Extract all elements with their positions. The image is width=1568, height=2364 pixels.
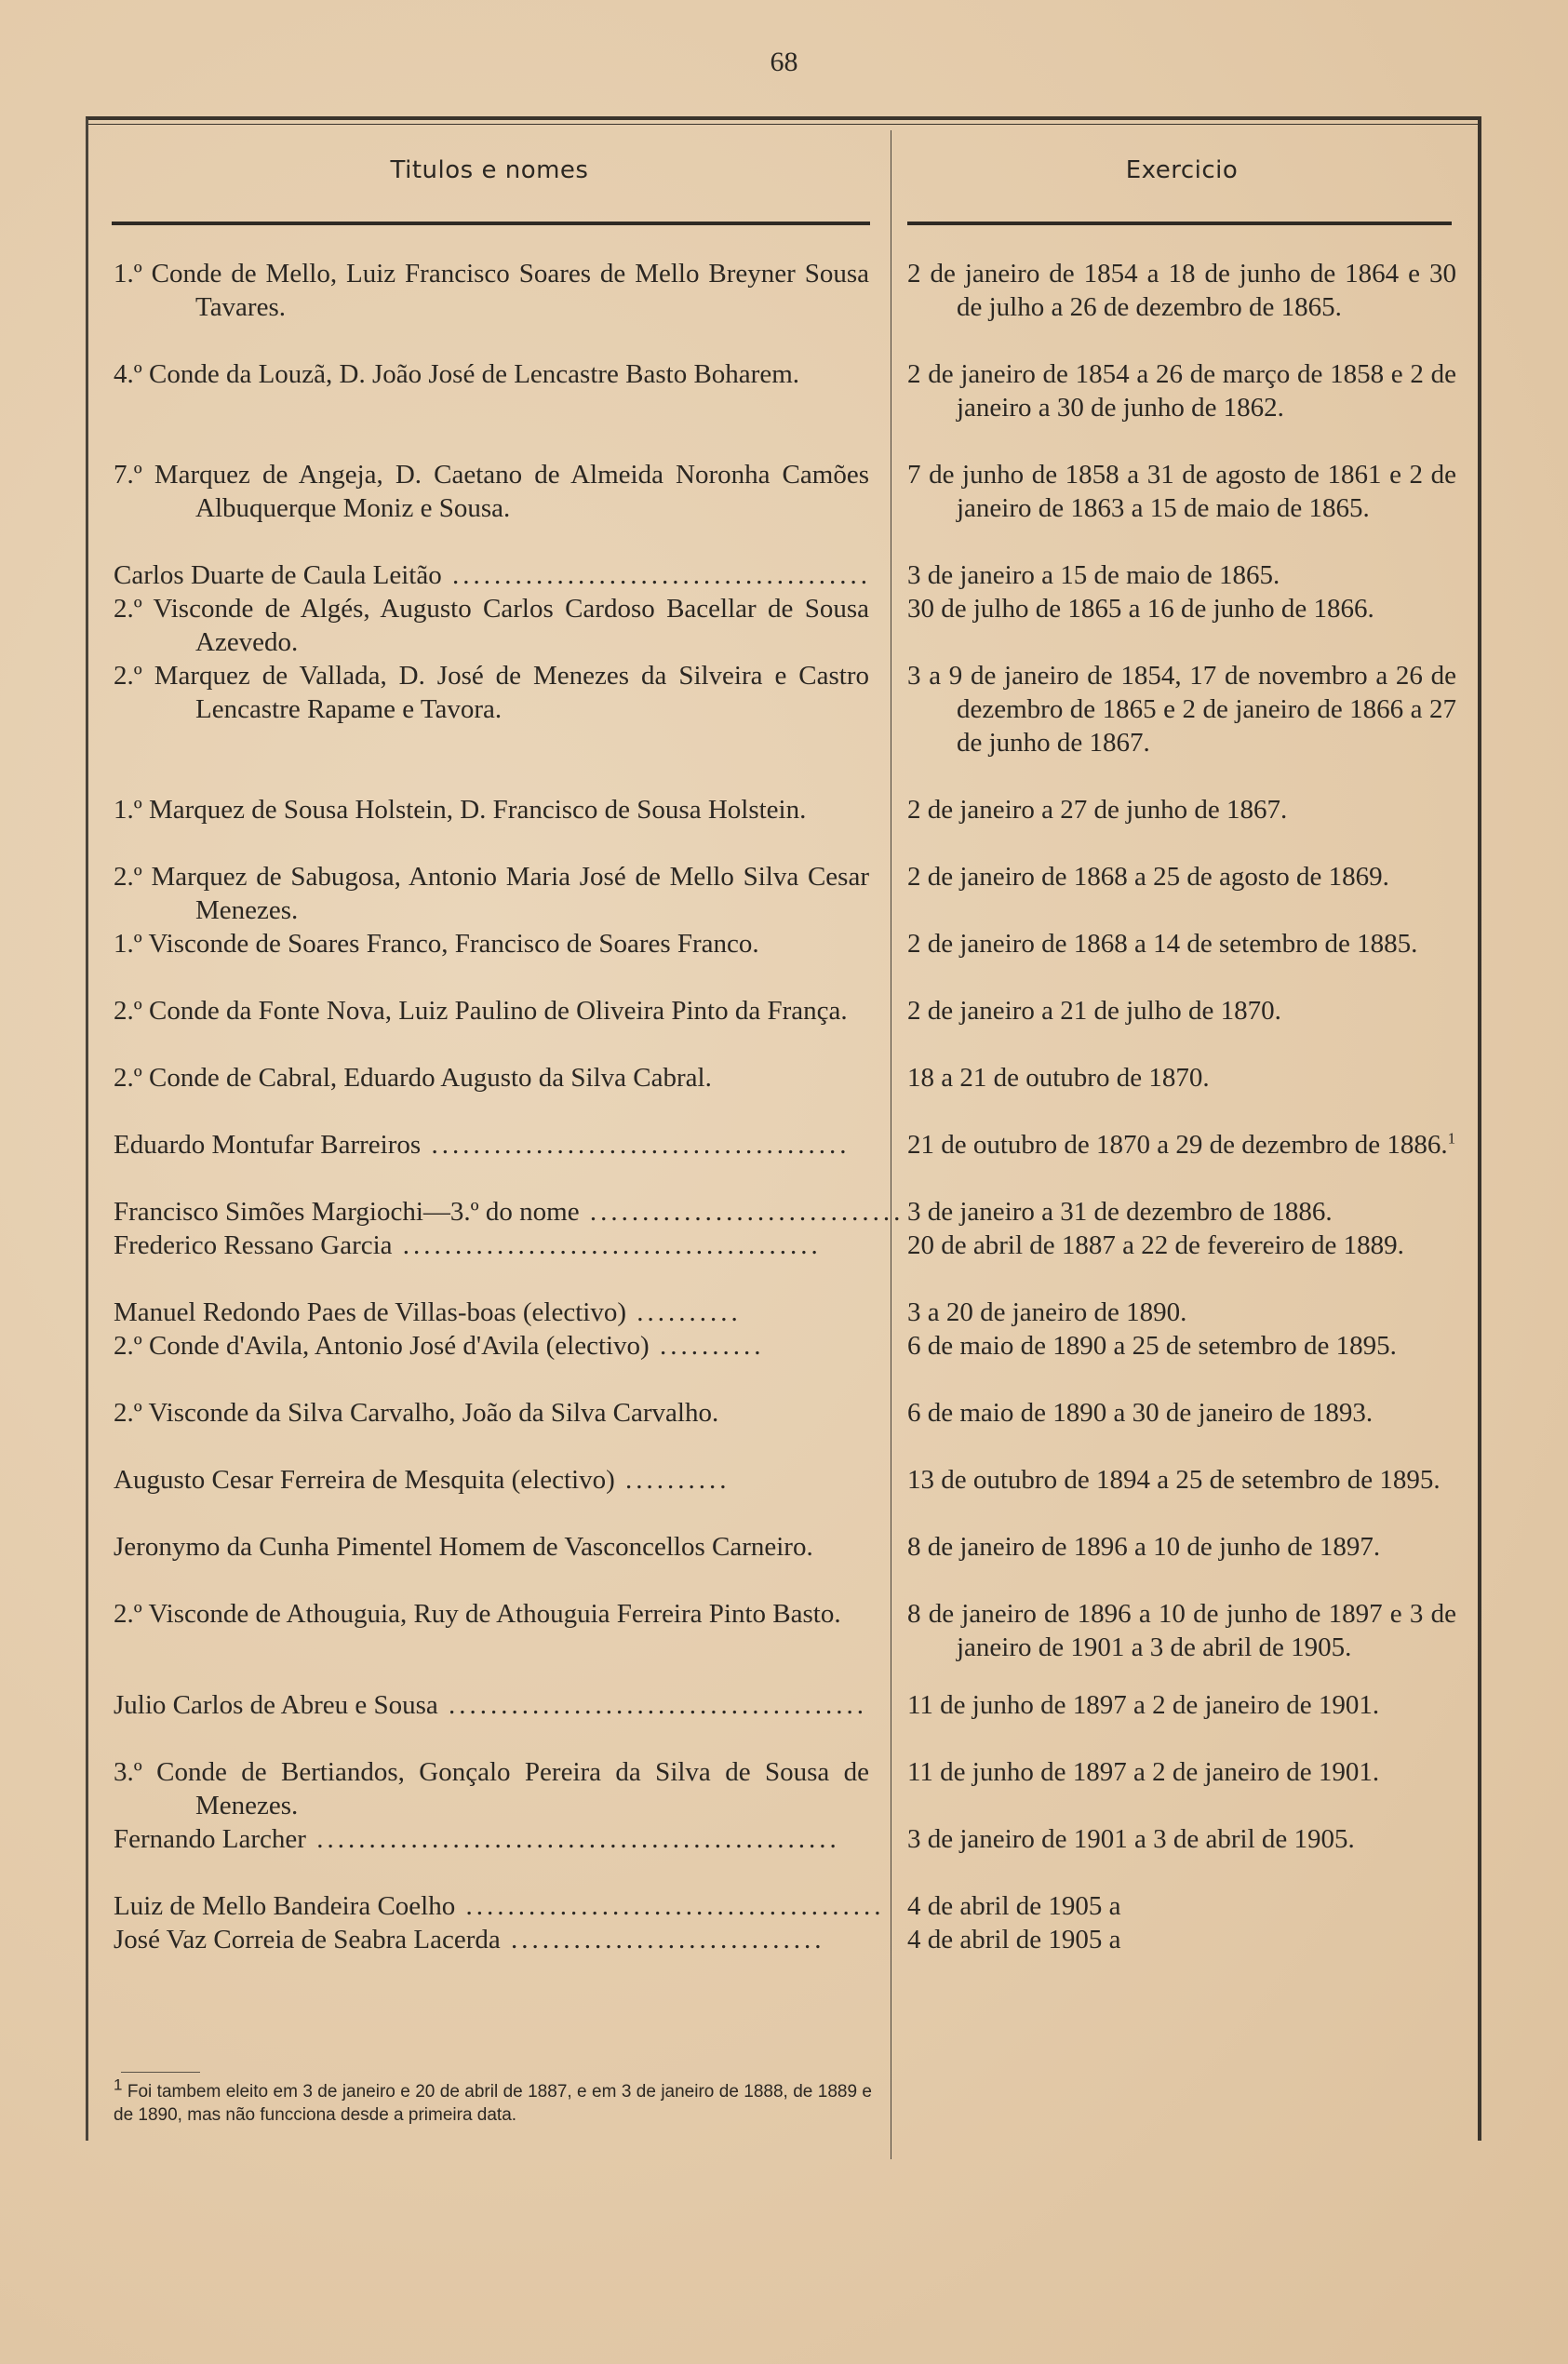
row-name-text: Fernando Larcher xyxy=(114,1824,306,1854)
row-name: 2.º Visconde de Athouguia, Ruy de Athouguia Ferreira Pinto Basto. xyxy=(114,1599,841,1629)
row-period: 18 a 21 de outubro de 1870. xyxy=(907,1063,1210,1093)
row-period: 11 de junho de 1897 a 2 de janeiro de 1901. xyxy=(907,1690,1380,1720)
footnote-marker: 1 xyxy=(1447,1129,1456,1148)
row-name xyxy=(114,1296,869,1329)
row-name-text: Frederico Ressano Garcia xyxy=(114,1230,393,1260)
dot-leader: ........................................ xyxy=(437,1690,868,1720)
row-name xyxy=(114,1923,869,1956)
row-name: 3.º Conde de Bertiandos, Gonçalo Pereira da Silva de Sousa de Menezes. xyxy=(114,1757,869,1820)
row-period: 2 de janeiro de 1868 a 25 de agosto de 1869. xyxy=(907,862,1389,892)
row-period: 2 de janeiro a 21 de julho de 1870. xyxy=(907,996,1281,1026)
row-name: 4.º Conde da Louzã, D. João José de Lencastre Basto Boharem. xyxy=(114,359,800,389)
row-period: 2 de janeiro de 1854 a 18 de junho de 1864 e 30 de julho a 26 de dezembro de 1865. xyxy=(907,259,1456,322)
row-name: 2.º Conde de Cabral, Eduardo Augusto da Silva Cabral. xyxy=(114,1063,712,1093)
row-name xyxy=(114,1128,869,1162)
row-name: 1.º Conde de Mello, Luiz Francisco Soares de Mello Breyner Sousa Tavares. xyxy=(114,259,869,322)
row-name-text: Carlos Duarte de Caula Leitão xyxy=(114,560,442,590)
row-period xyxy=(907,1128,1456,1162)
dot-leader: .......... xyxy=(626,1297,742,1327)
row-period: 8 de janeiro de 1896 a 10 de junho de 1897 e 3 de janeiro de 1901 a 3 de abril de 1905. xyxy=(907,1599,1456,1662)
row-period: 3 a 20 de janeiro de 1890. xyxy=(907,1297,1187,1327)
dot-leader: .......... xyxy=(649,1331,765,1361)
row-period: 6 de maio de 1890 a 30 de janeiro de 1893. xyxy=(907,1398,1374,1428)
header-exercise: Exercicio xyxy=(1125,156,1239,184)
row-name-text: 2.º Conde d'Avila, Antonio José d'Avila (electivo) xyxy=(114,1331,650,1361)
row-name-text: Eduardo Montufar Barreiros xyxy=(114,1130,422,1160)
footnote xyxy=(114,2075,873,2127)
row-period: 8 de janeiro de 1896 a 10 de junho de 1897. xyxy=(907,1532,1381,1562)
row-period: 7 de junho de 1858 a 31 de agosto de 1861 e 2 de janeiro de 1863 a 15 de maio de 1865. xyxy=(907,460,1456,523)
row-name-text: Julio Carlos de Abreu e Sousa xyxy=(114,1690,438,1720)
row-name: 7.º Marquez de Angeja, D. Caetano de Almeida Noronha Camões Albuquerque Moniz e Sousa. xyxy=(114,460,869,523)
row-name: 2.º Visconde da Silva Carvalho, João da Silva Carvalho. xyxy=(114,1398,719,1428)
footnote-text: Foi tambem eleito em 3 de janeiro e 20 de abril de 1887, e em 3 de janeiro de 1888, de 1889 e de 1890, mas não funcciona desde a primeira data. xyxy=(114,2082,873,2125)
row-name xyxy=(114,1229,869,1262)
row-period: 11 de junho de 1897 a 2 de janeiro de 1901. xyxy=(907,1757,1380,1787)
row-name-text: José Vaz Correia de Seabra Lacerda xyxy=(114,1925,501,1954)
row-name: 2.º Marquez de Vallada, D. José de Menezes da Silveira e Castro Lencastre Rapame e Tavora. xyxy=(114,661,869,724)
row-name: Jeronymo da Cunha Pimentel Homem de Vasconcellos Carneiro. xyxy=(114,1532,813,1562)
row-name: 1.º Marquez de Sousa Holstein, D. Francisco de Sousa Holstein. xyxy=(114,795,807,825)
row-period: 6 de maio de 1890 a 25 de setembro de 1895. xyxy=(907,1331,1397,1361)
dot-leader: .............................. xyxy=(579,1197,905,1227)
row-period: 2 de janeiro de 1854 a 26 de março de 1858 e 2 de janeiro a 30 de junho de 1862. xyxy=(907,359,1456,423)
row-name: 2.º Marquez de Sabugosa, Antonio Maria José de Mello Silva Cesar Menezes. xyxy=(114,862,869,925)
dot-leader: ........................................ xyxy=(421,1130,851,1160)
dot-leader: .................................................. xyxy=(305,1824,840,1854)
row-name xyxy=(114,558,869,592)
row-name xyxy=(114,1463,869,1497)
row-name-text: Manuel Redondo Paes de Villas-boas (electivo) xyxy=(114,1297,626,1327)
row-name-text: Augusto Cesar Ferreira de Mesquita (electivo) xyxy=(114,1465,615,1495)
dot-leader: .............................. xyxy=(500,1925,825,1954)
row-name xyxy=(114,1329,869,1363)
row-period: 4 de abril de 1905 a xyxy=(907,1925,1121,1954)
dot-leader: ........................................ xyxy=(455,1891,885,1921)
row-name: 1.º Visconde de Soares Franco, Francisco de Soares Franco. xyxy=(114,929,759,959)
page-number: 68 xyxy=(770,47,798,77)
dot-leader: ........................................ xyxy=(392,1230,822,1260)
row-name xyxy=(114,1889,885,1923)
row-name-text: Francisco Simões Margiochi—3.º do nome xyxy=(114,1197,580,1227)
header-titles: Titulos e nomes xyxy=(390,156,589,184)
row-name: 2.º Visconde de Algés, Augusto Carlos Cardoso Bacellar de Sousa Azevedo. xyxy=(114,594,869,657)
row-period: 3 de janeiro de 1901 a 3 de abril de 1905. xyxy=(907,1824,1355,1854)
row-period-text: 21 de outubro de 1870 a 29 de dezembro de 1886. xyxy=(907,1130,1448,1160)
row-period: 3 de janeiro a 31 de dezembro de 1886. xyxy=(907,1197,1333,1227)
row-name xyxy=(114,1195,905,1229)
footnote-rule xyxy=(121,2072,200,2073)
row-period: 3 a 9 de janeiro de 1854, 17 de novembro a 26 de dezembro de 1865 e 2 de janeiro de 1866 a 27 de junho de 1867. xyxy=(907,661,1456,758)
row-period: 2 de janeiro de 1868 a 14 de setembro de 1885. xyxy=(907,929,1418,959)
dot-leader: .......... xyxy=(614,1465,730,1495)
row-period: 3 de janeiro a 15 de maio de 1865. xyxy=(907,560,1280,590)
row-name xyxy=(114,1688,869,1722)
row-period: 13 de outubro de 1894 a 25 de setembro de 1895. xyxy=(907,1465,1441,1495)
row-period: 2 de janeiro a 27 de junho de 1867. xyxy=(907,795,1288,825)
row-period: 4 de abril de 1905 a xyxy=(907,1891,1121,1921)
row-name-text: Luiz de Mello Bandeira Coelho xyxy=(114,1891,456,1921)
row-period: 30 de julho de 1865 a 16 de junho de 1866. xyxy=(907,594,1374,624)
footnote-mark: 1 xyxy=(114,2075,123,2094)
row-name xyxy=(114,1822,869,1856)
row-period: 20 de abril de 1887 a 22 de fevereiro de 1889. xyxy=(907,1230,1404,1260)
dot-leader: ........................................ xyxy=(441,560,871,590)
row-name: 2.º Conde da Fonte Nova, Luiz Paulino de Oliveira Pinto da França. xyxy=(114,996,848,1026)
